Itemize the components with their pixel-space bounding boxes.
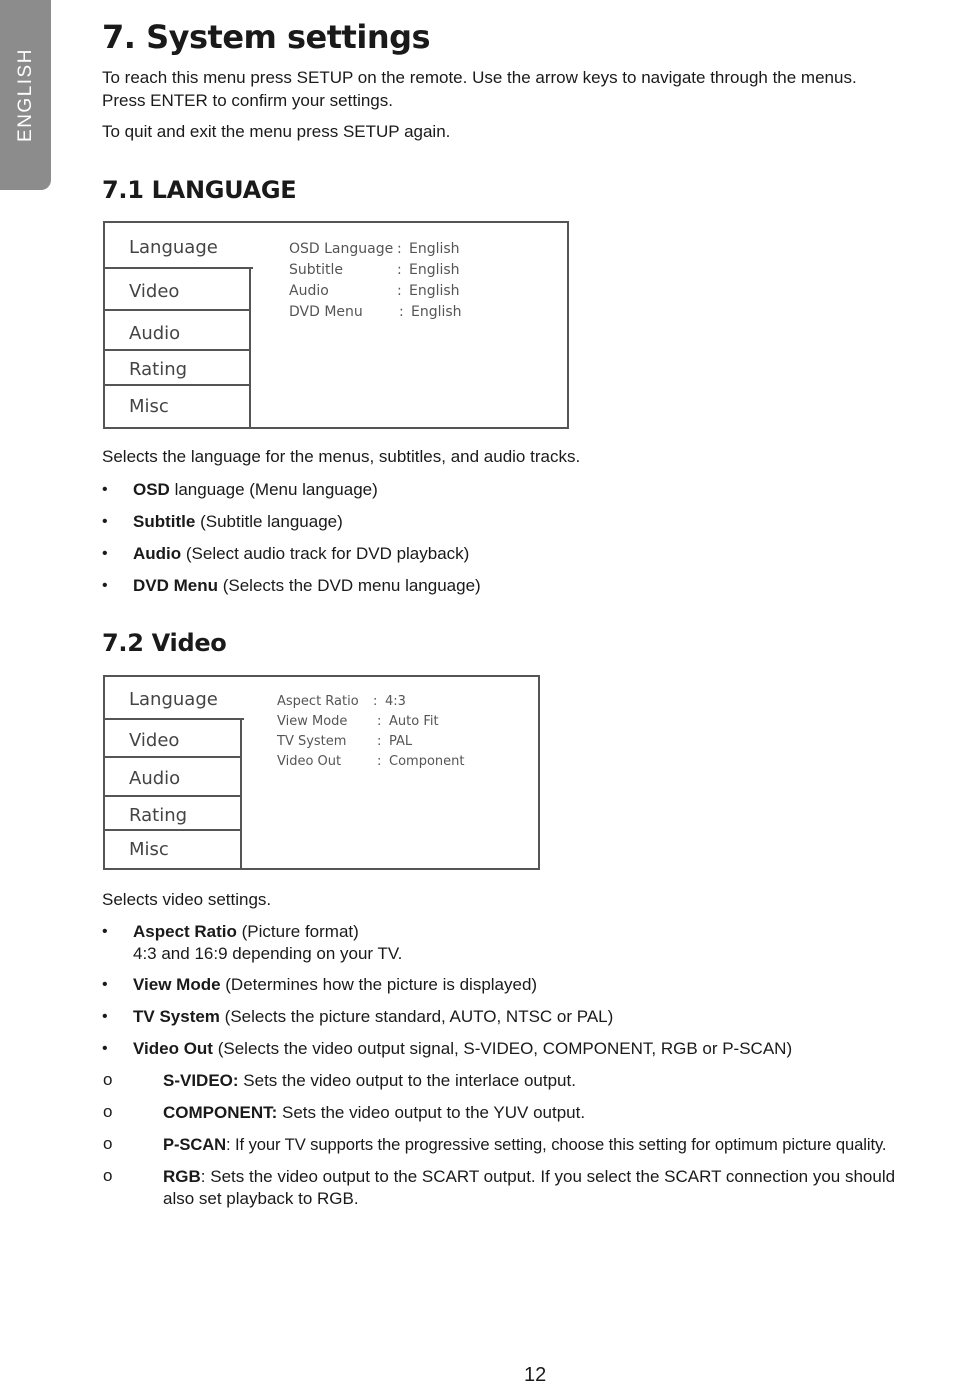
bullet-text: (Selects the video output signal, S-VIDEO, COMPONENT, RGB or P-SCAN): [212, 1039, 793, 1058]
language-side-tab: [0, 0, 51, 190]
side-tab-label: ENGLISH: [14, 48, 36, 142]
sub-bullet-text: : Sets the video output to the SCART output. If you select the SCART connection you should: [200, 1167, 896, 1186]
bullet-text: (Select audio track for DVD playback): [181, 544, 470, 563]
setting-view-mode[interactable]: [277, 714, 439, 729]
setting-aspect-ratio[interactable]: [277, 694, 406, 709]
setting-audio[interactable]: [289, 283, 460, 299]
menu-item-misc[interactable]: Misc: [129, 839, 169, 860]
setting-separator: :: [377, 754, 382, 769]
bullet-text: (Selects the picture standard, AUTO, NTSC or PAL): [219, 1007, 614, 1026]
setting-value: English: [409, 283, 460, 299]
bullet-marker: •: [102, 976, 108, 993]
bullet-marker: •: [102, 577, 108, 594]
sub-bullet-marker: o: [103, 1166, 113, 1185]
setting-osd-language[interactable]: [289, 241, 460, 257]
bullet-text: (Determines how the picture is displayed): [220, 975, 538, 994]
language-description: Selects the language for the menus, subtitles, and audio tracks.: [102, 447, 581, 466]
sub-bullet-term: S-VIDEO:: [163, 1071, 239, 1090]
menu-item-video[interactable]: Video: [105, 271, 249, 311]
bullet-term: DVD Menu: [133, 576, 218, 595]
bullet-marker: •: [102, 1008, 108, 1025]
bullet-subtitle: [133, 511, 343, 533]
setting-label: Subtitle: [289, 262, 344, 278]
bullet-text: (Selects the DVD menu language): [218, 576, 481, 595]
sub-bullet-text: Sets the video output to the YUV output.: [277, 1103, 586, 1122]
sub-bullet-text: Sets the video output to the interlace output.: [238, 1071, 576, 1090]
page-title: 7. System settings: [102, 18, 431, 56]
setting-label: Aspect Ratio: [277, 694, 359, 709]
bullet-marker: •: [102, 513, 108, 530]
setting-separator: :: [397, 241, 402, 257]
intro-line-1: To reach this menu press SETUP on the remote. Use the arrow keys to navigate through the menus.: [102, 68, 857, 87]
setting-value: English: [409, 262, 460, 278]
sub-bullet-rgb: [163, 1166, 895, 1210]
setting-label: View Mode: [277, 714, 348, 729]
setting-subtitle[interactable]: [289, 262, 460, 278]
bullet-osd: [133, 479, 378, 501]
sub-bullet-text: : If your TV supports the progressive setting, choose this setting for optimum picture quality.: [226, 1135, 887, 1154]
setting-label: Video Out: [277, 754, 342, 769]
setting-separator: :: [377, 734, 382, 749]
bullet-term: Video Out: [133, 1039, 213, 1058]
setting-separator: :: [373, 694, 378, 709]
bullet-aspect-ratio: [133, 921, 402, 965]
video-menu-list: [105, 677, 242, 868]
sub-bullet-p-scan: [163, 1134, 886, 1156]
setting-separator: :: [377, 714, 382, 729]
sub-bullet-component: [163, 1102, 585, 1124]
menu-item-language[interactable]: Language: [105, 223, 253, 269]
setting-label: OSD Language: [289, 241, 394, 257]
sub-bullet-term: COMPONENT:: [163, 1103, 278, 1122]
setting-label: Audio: [289, 283, 329, 299]
bullet-text: language (Menu language): [169, 480, 378, 499]
video-menu-screen: [103, 675, 540, 870]
bullet-tv-system: [133, 1006, 613, 1028]
bullet-marker: •: [102, 923, 108, 940]
menu-item-misc[interactable]: Misc: [129, 396, 169, 417]
bullet-video-out: [133, 1038, 792, 1060]
setting-value: English: [409, 241, 460, 257]
video-heading: 7.2 Video: [102, 629, 227, 657]
bullet-view-mode: [133, 974, 537, 996]
setting-video-out[interactable]: [277, 754, 464, 769]
sub-bullet-text-continued: also set playback to RGB.: [163, 1189, 359, 1208]
setting-label: TV System: [277, 734, 347, 749]
menu-item-audio[interactable]: Audio: [105, 760, 240, 797]
setting-dvd-menu[interactable]: [289, 304, 462, 320]
bullet-marker: •: [102, 545, 108, 562]
bullet-marker: •: [102, 1040, 108, 1057]
sub-bullet-term: RGB: [163, 1167, 201, 1186]
setting-separator: :: [399, 304, 404, 320]
setting-value: Component: [389, 754, 465, 769]
bullet-text-continued: 4:3 and 16:9 depending on your TV.: [133, 944, 403, 963]
language-menu-screen: [103, 221, 569, 429]
sub-bullet-s-video: [163, 1070, 576, 1092]
sub-bullet-marker: o: [103, 1070, 113, 1089]
bullet-term: View Mode: [133, 975, 221, 994]
bullet-term: Subtitle: [133, 512, 196, 531]
bullet-audio: [133, 543, 469, 565]
menu-item-rating[interactable]: Rating: [105, 799, 240, 831]
sub-bullet-marker: o: [103, 1102, 113, 1121]
bullet-term: Audio: [133, 544, 182, 563]
setting-value: Auto Fit: [389, 714, 439, 729]
setting-label: DVD Menu: [289, 304, 363, 320]
menu-item-language[interactable]: Language: [105, 677, 244, 720]
language-menu-list: [105, 223, 251, 427]
page-number: 12: [524, 1364, 547, 1386]
setting-value: 4:3: [385, 694, 406, 709]
menu-item-audio[interactable]: Audio: [105, 313, 249, 351]
menu-item-rating[interactable]: Rating: [105, 353, 249, 386]
bullet-marker: •: [102, 481, 108, 498]
sub-bullet-term: P-SCAN: [163, 1135, 227, 1154]
setting-value: PAL: [389, 734, 413, 749]
setting-separator: :: [397, 283, 402, 299]
setting-tv-system[interactable]: [277, 734, 412, 749]
bullet-text: (Picture format): [236, 922, 359, 941]
video-description: Selects video settings.: [102, 890, 272, 909]
bullet-term: TV System: [133, 1007, 220, 1026]
intro-line-2: Press ENTER to confirm your settings.: [102, 91, 393, 110]
setting-separator: :: [397, 262, 402, 278]
intro-line-3: To quit and exit the menu press SETUP again.: [102, 122, 451, 141]
bullet-term: Aspect Ratio: [133, 922, 237, 941]
bullet-text: (Subtitle language): [195, 512, 343, 531]
bullet-dvd-menu: [133, 575, 481, 597]
bullet-term: OSD: [133, 480, 170, 499]
menu-item-video[interactable]: Video: [105, 722, 240, 758]
sub-bullet-marker: o: [103, 1134, 113, 1153]
setting-value: English: [411, 304, 462, 320]
language-heading: 7.1 LANGUAGE: [102, 176, 297, 204]
